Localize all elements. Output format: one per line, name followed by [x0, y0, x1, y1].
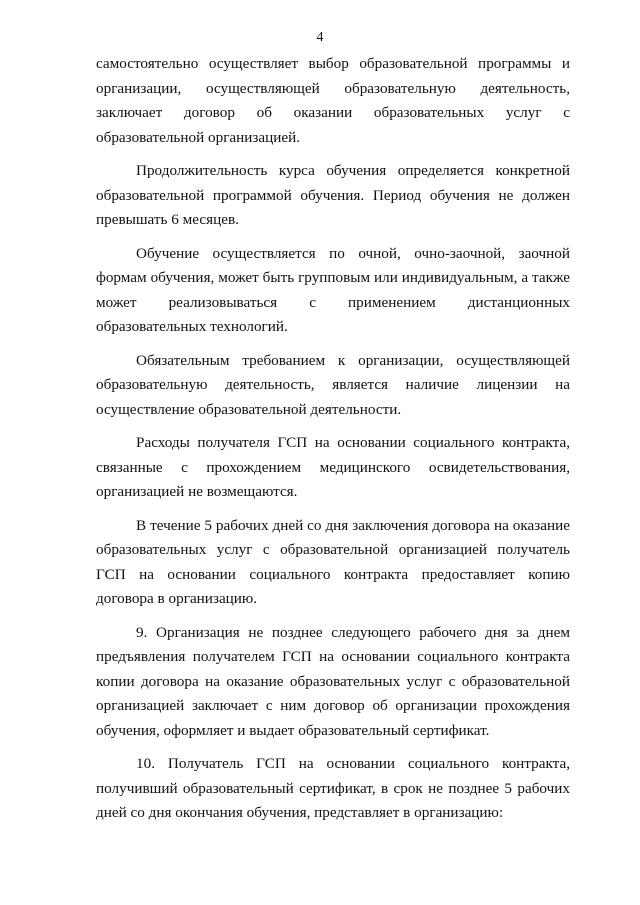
paragraph-continuation: самостоятельно осуществляет выбор образовательной программы и организации, осуществляющей образовательную деятельность, заключает договор об оказании образовательных услуг с образовательной организацией. — [96, 55, 570, 146]
paragraph-medical-expenses: Расходы получателя ГСП на основании социального контракта, связанные с прохождением медицинского освидетельствования, организацией не возмещаются. — [96, 434, 570, 500]
paragraph-contract-copy: В течение 5 рабочих дней со дня заключения договора на оказание образовательных услуг с образовательной организацией получатель ГСП на основании социального контракта предоставляет копию договора в организацию. — [96, 516, 570, 607]
paragraph-study-forms: Обучение осуществляется по очной, очно-заочной, заочной формам обучения, может быть групповым или индивидуальным, а также может реализовываться с применением дистанционных образовательных технологий. — [96, 244, 570, 335]
paragraph-item-10: 10. Получатель ГСП на основании социального контракта, получивший образовательный сертификат, в срок не позднее 5 рабочих дней со дня окончания обучения, представляет в организацию: — [96, 755, 570, 821]
paragraph-item-9: 9. Организация не позднее следующего рабочего дня за днем предъявления получателем ГСП на основании социального контракта копии договора на оказание образовательных услуг с образовательной организацией заключает с ним договор об организации прохождения обучения, оформляет и выдает образовательный сертификат. — [96, 623, 570, 739]
paragraph-license-requirement: Обязательным требованием к организации, осуществляющей образовательную деятельность, является наличие лицензии на осуществление образовательной деятельности. — [96, 351, 570, 418]
document-body — [96, 52, 570, 835]
page-number: 4 — [316, 30, 324, 45]
paragraph-course-duration: Продолжительность курса обучения определяется конкретной образовательной программой обучения. Период обучения не должен превышать 6 месяцев. — [96, 162, 570, 228]
